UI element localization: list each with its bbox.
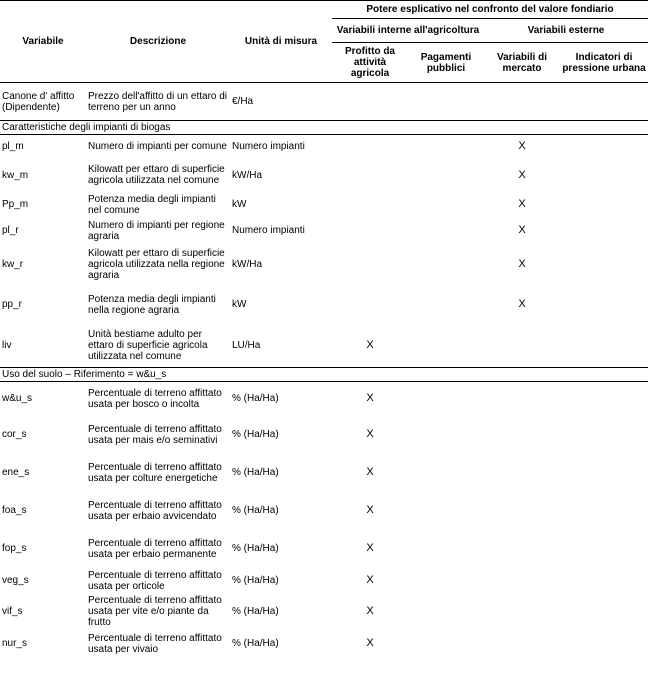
pagamenti-mark	[408, 244, 484, 286]
profitto-mark: X	[366, 392, 374, 405]
unit-cell: % (Ha/Ha)	[232, 467, 279, 478]
pressione-mark	[560, 192, 648, 218]
unit-cell: €/Ha	[230, 83, 332, 121]
table-row	[0, 286, 648, 324]
pressione-mark	[560, 324, 648, 368]
mercato-mark	[484, 382, 560, 416]
pagamenti-mark	[408, 192, 484, 218]
mercato-mark: X	[518, 198, 526, 210]
header-potere: Potere esplicativo nel confronto del valore fondiario	[332, 1, 648, 19]
var-cell: Canone d' affitto (Dipendente)	[0, 83, 86, 121]
var-cell: ene_s	[2, 467, 30, 478]
table-row	[0, 382, 648, 416]
unit-cell: kW/Ha	[232, 259, 262, 270]
desc-cell: Numero di impianti per regione agraria	[88, 219, 225, 242]
profitto-mark: X	[366, 637, 374, 649]
desc-cell: Potenza media degli impianti nel comune	[88, 193, 216, 216]
pressione-mark	[560, 286, 648, 324]
profitto-mark: X	[366, 428, 374, 440]
profitto-mark	[332, 244, 408, 286]
table-row	[0, 244, 648, 286]
table-row	[0, 454, 648, 492]
var-cell: cor_s	[2, 429, 27, 440]
desc-cell: Percentuale di terreno affittato usata per erbaio avvicendato	[88, 499, 222, 522]
desc-cell: Numero di impianti per comune	[88, 141, 227, 153]
table-row	[0, 192, 648, 218]
header-interne: Variabili interne all'agricoltura	[332, 19, 484, 43]
mercato-mark	[484, 454, 560, 492]
header-descrizione: Descrizione	[86, 1, 230, 83]
table-row	[0, 218, 648, 244]
unit-cell: kW/Ha	[232, 169, 262, 181]
pressione-mark	[560, 135, 648, 159]
table-row	[0, 492, 648, 530]
pressione-mark	[560, 630, 648, 658]
header-variabile: Variabile	[0, 1, 86, 83]
unit-cell: % (Ha/Ha)	[232, 393, 279, 405]
table-row	[0, 324, 648, 368]
mercato-mark	[484, 568, 560, 594]
desc-cell: Percentuale di terreno affittato usata per mais e/o seminativi	[88, 423, 222, 446]
mercato-mark: X	[518, 140, 526, 153]
desc-cell: Percentuale di terreno affittato usata per colture energetiche	[88, 461, 222, 484]
desc-cell: Prezzo dell'affitto di un ettaro di terreno per un anno	[86, 83, 230, 121]
pagamenti-mark	[408, 324, 484, 368]
pagamenti-mark	[408, 382, 484, 416]
mercato-mark	[484, 630, 560, 658]
var-cell: Pp_m	[2, 199, 29, 210]
pagamenti-mark	[408, 286, 484, 324]
desc-cell: Percentuale di terreno affittato usata per vite e/o piante da frutto	[88, 595, 222, 628]
unit-cell: % (Ha/Ha)	[232, 543, 279, 554]
mercato-mark: X	[518, 258, 526, 270]
unit-cell: % (Ha/Ha)	[232, 505, 279, 516]
pagamenti-mark	[408, 454, 484, 492]
desc-cell: Kilowatt per ettaro di superficie agricola utilizzata nel comune	[88, 164, 225, 186]
section-title: Caratteristiche degli impianti di biogas	[0, 121, 648, 135]
profitto-mark	[332, 218, 408, 244]
var-cell: kw_r	[2, 259, 24, 270]
unit-cell: % (Ha/Ha)	[232, 638, 279, 649]
var-cell: liv	[2, 339, 12, 351]
table-row	[0, 416, 648, 454]
mercato-mark: X	[518, 168, 526, 181]
pagamenti-mark	[408, 630, 484, 658]
desc-cell: Unità bestiame adulto per ettaro di superficie agricola utilizzata nel comune	[88, 328, 208, 362]
desc-cell: Percentuale di terreno affittato usata per orticole	[88, 569, 222, 592]
pressione-mark	[560, 159, 648, 192]
var-cell: veg_s	[2, 575, 29, 586]
mercato-mark: X	[518, 224, 526, 236]
header-pagamenti: Pagamenti pubblici	[408, 43, 484, 83]
mercato-mark: X	[518, 298, 526, 310]
pagamenti-mark	[408, 568, 484, 594]
pressione-mark	[560, 568, 648, 594]
table-row	[0, 135, 648, 159]
pressione-mark	[560, 416, 648, 454]
section-row-land-use	[0, 368, 648, 382]
profitto-mark: X	[366, 504, 374, 516]
dependent-row	[0, 83, 648, 121]
profitto-mark: X	[366, 466, 374, 478]
table-row	[0, 630, 648, 658]
profitto-mark: X	[366, 338, 374, 351]
profitto-mark	[332, 159, 408, 192]
pagamenti-mark	[408, 159, 484, 192]
var-cell: pl_r	[2, 225, 19, 236]
pagamenti-mark	[408, 135, 484, 159]
profitto-mark	[332, 192, 408, 218]
pagamenti-mark	[408, 218, 484, 244]
pressione-mark	[560, 382, 648, 416]
pagamenti-mark	[408, 492, 484, 530]
var-cell: foa_s	[2, 505, 27, 516]
profitto-mark	[332, 286, 408, 324]
header-unita: Unità di misura	[230, 1, 332, 83]
profitto-mark: X	[366, 605, 374, 617]
pagamenti-mark	[408, 530, 484, 568]
unit-cell: Numero impianti	[232, 225, 305, 236]
table-row	[0, 159, 648, 192]
mercato-mark	[484, 416, 560, 454]
unit-cell: Numero impianti	[232, 141, 305, 153]
mercato-mark	[484, 492, 560, 530]
pressione-mark	[560, 244, 648, 286]
var-cell: fop_s	[2, 543, 27, 554]
desc-cell: Percentuale di terreno affittato usata per vivaio	[88, 632, 222, 655]
unit-cell: kW	[232, 299, 247, 310]
table-row	[0, 568, 648, 594]
pressione-mark	[560, 594, 648, 630]
section-row-biogas	[0, 121, 648, 135]
pagamenti-mark	[408, 594, 484, 630]
var-cell: pp_r	[2, 299, 23, 310]
desc-cell: Potenza media degli impianti nella regione agraria	[88, 293, 216, 316]
profitto-mark: X	[366, 542, 374, 554]
mercato-mark	[484, 530, 560, 568]
mercato-mark	[484, 324, 560, 368]
desc-cell: Percentuale di terreno affittato usata per erbaio permanente	[88, 537, 222, 560]
unit-cell: % (Ha/Ha)	[232, 429, 279, 440]
table-row	[0, 594, 648, 630]
pagamenti-mark	[408, 416, 484, 454]
header-pressione: Indicatori di pressione urbana	[560, 43, 648, 83]
profitto-mark: X	[366, 574, 374, 586]
unit-cell: LU/Ha	[232, 339, 261, 351]
var-cell: w&u_s	[2, 393, 33, 405]
pressione-mark	[560, 492, 648, 530]
unit-cell: % (Ha/Ha)	[232, 606, 279, 617]
desc-cell: Kilowatt per ettaro di superficie agricola utilizzata nella regione agraria	[88, 248, 225, 281]
pressione-mark	[560, 454, 648, 492]
pressione-mark	[560, 530, 648, 568]
var-cell: nur_s	[2, 638, 28, 649]
unit-cell: kW	[232, 199, 247, 210]
desc-cell: Percentuale di terreno affittato usata per bosco o incolta	[88, 387, 222, 410]
unit-cell: % (Ha/Ha)	[232, 575, 279, 586]
var-cell: kw_m	[2, 169, 29, 181]
header-profitto: Profitto da attività agricola	[332, 43, 408, 83]
table-row	[0, 530, 648, 568]
var-cell: pl_m	[2, 141, 24, 153]
header-mercato: Variabili di mercato	[484, 43, 560, 83]
profitto-mark	[332, 135, 408, 159]
mercato-mark	[484, 594, 560, 630]
pressione-mark	[560, 218, 648, 244]
header-esterne: Variabili esterne	[484, 19, 648, 43]
var-cell: vif_s	[2, 606, 23, 617]
section-title: Uso del suolo – Riferimento = w&u_s	[0, 368, 648, 382]
